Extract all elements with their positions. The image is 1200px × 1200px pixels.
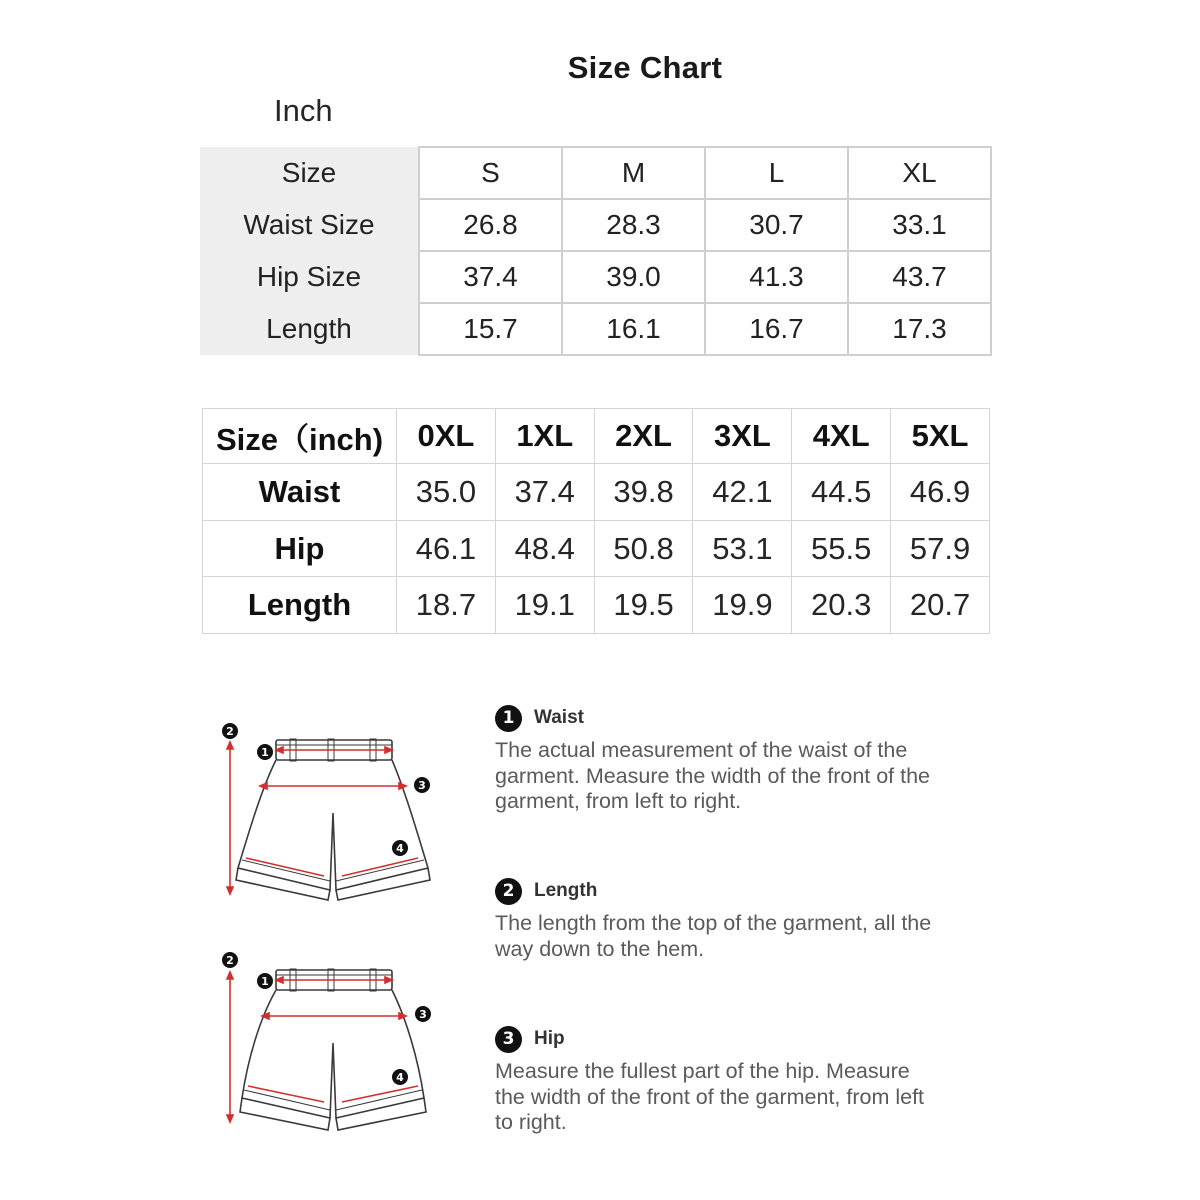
table-row <box>203 577 990 634</box>
marker-2: 2 <box>226 954 234 967</box>
row-header: Hip <box>203 520 397 577</box>
marker-1: 1 <box>261 746 269 759</box>
size-col-header: 1XL <box>495 409 594 464</box>
legend-item-hip <box>495 1025 935 1136</box>
table-cell: 19.1 <box>495 577 594 634</box>
legend-title: Hip <box>534 1028 565 1049</box>
row-header: Length <box>200 303 419 355</box>
size-col-header: 0XL <box>397 409 496 464</box>
size-col-header: 2XL <box>594 409 693 464</box>
size-table-inch <box>200 146 992 356</box>
table-cell: 28.3 <box>562 199 705 251</box>
table-cell: 42.1 <box>693 464 792 521</box>
table-cell: 39.0 <box>562 251 705 303</box>
table-cell: 35.0 <box>397 464 496 521</box>
table-cell: 33.1 <box>848 199 991 251</box>
table-cell: 19.5 <box>594 577 693 634</box>
size-table-plus <box>202 408 990 634</box>
table-cell: 55.5 <box>792 520 891 577</box>
table-cell: 30.7 <box>705 199 848 251</box>
row-header: Length <box>203 577 397 634</box>
row-header: Size <box>200 147 419 199</box>
table-cell: 43.7 <box>848 251 991 303</box>
table-cell: 20.7 <box>891 577 990 634</box>
marker-3: 3 <box>418 779 426 792</box>
table-cell: 18.7 <box>397 577 496 634</box>
number-badge-icon: 3 <box>495 1026 522 1053</box>
legend-item-waist <box>495 704 935 815</box>
table-row <box>203 409 990 464</box>
marker-3: 3 <box>419 1008 427 1021</box>
table-cell: 15.7 <box>419 303 562 355</box>
table-cell: 37.4 <box>419 251 562 303</box>
table-cell: 48.4 <box>495 520 594 577</box>
page-title: Size Chart <box>567 50 723 85</box>
table-cell: 20.3 <box>792 577 891 634</box>
table-row <box>200 147 991 199</box>
table-row <box>203 464 990 521</box>
legend-description: The length from the top of the garment, all the way down to the hem. <box>495 911 932 961</box>
legend-heading <box>495 877 935 905</box>
table-cell: 50.8 <box>594 520 693 577</box>
marker-1: 1 <box>261 975 269 988</box>
size-col-header: M <box>562 147 705 199</box>
marker-4: 4 <box>396 842 404 855</box>
table-cell: 44.5 <box>792 464 891 521</box>
size-col-header: S <box>419 147 562 199</box>
number-badge-icon: 2 <box>495 878 522 905</box>
table-cell: 46.9 <box>891 464 990 521</box>
row-header: Hip Size <box>200 251 419 303</box>
legend-title: Length <box>534 880 598 901</box>
row-header: Waist <box>203 464 397 521</box>
legend-heading <box>495 1025 935 1053</box>
marker-2: 2 <box>226 725 234 738</box>
size-col-header: 4XL <box>792 409 891 464</box>
table-cell: 41.3 <box>705 251 848 303</box>
table-row <box>203 520 990 577</box>
table-cell: 19.9 <box>693 577 792 634</box>
legend-description: The actual measurement of the waist of the garment. Measure the width of the front of the garment, from left to right. <box>495 738 931 813</box>
table-row <box>200 251 991 303</box>
table-row <box>200 199 991 251</box>
table-cell: 17.3 <box>848 303 991 355</box>
table-cell: 16.1 <box>562 303 705 355</box>
legend-heading <box>495 704 935 732</box>
size-col-header: 5XL <box>891 409 990 464</box>
table-cell: 16.7 <box>705 303 848 355</box>
legend-title: Waist <box>534 707 584 728</box>
row-header: Waist Size <box>200 199 419 251</box>
size-col-header: XL <box>848 147 991 199</box>
table-cell: 46.1 <box>397 520 496 577</box>
table-cell: 37.4 <box>495 464 594 521</box>
size-col-header: L <box>705 147 848 199</box>
number-badge-icon: 1 <box>495 705 522 732</box>
table-cell: 53.1 <box>693 520 792 577</box>
unit-label: Inch <box>274 93 333 128</box>
size-col-header: 3XL <box>693 409 792 464</box>
legend-item-length <box>495 877 935 962</box>
shorts-measurement-diagram-icon <box>212 948 442 1133</box>
shorts-measurement-diagram-icon <box>212 718 442 903</box>
row-header: Size（inch) <box>203 409 397 464</box>
table-row <box>200 303 991 355</box>
table-cell: 26.8 <box>419 199 562 251</box>
legend-description: Measure the fullest part of the hip. Measure the width of the front of the garment, from left to right. <box>495 1059 925 1134</box>
table-cell: 39.8 <box>594 464 693 521</box>
marker-4: 4 <box>396 1071 404 1084</box>
table-cell: 57.9 <box>891 520 990 577</box>
